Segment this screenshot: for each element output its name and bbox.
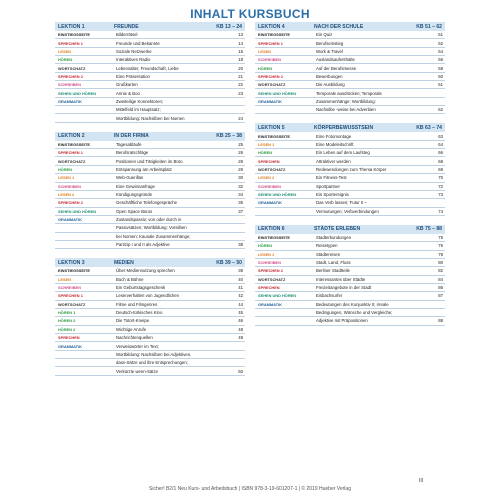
- entry-text: Positionen und Tätigkeiten im Büro: [116, 158, 183, 164]
- entry-page: 18: [238, 57, 243, 63]
- entry-page: 29: [238, 166, 243, 172]
- entry-text: Buch & Bühne: [116, 276, 144, 282]
- entry-text: Eine Modeleitschrift: [316, 141, 354, 147]
- toc-row: [255, 56, 445, 64]
- toc-row: [255, 208, 445, 216]
- section-label: HÖREN: [258, 150, 273, 156]
- entry-page: 42: [238, 293, 243, 299]
- toc-row: [55, 326, 245, 334]
- entry-text: Filme und Filmgenres: [116, 301, 158, 307]
- section-label: SCHREIBEN: [58, 285, 81, 291]
- entry-page: 16: [238, 48, 243, 54]
- entry-page: 84: [438, 276, 443, 282]
- toc-row: [55, 367, 245, 375]
- lesson-kb-pages: KB 13 – 24: [216, 23, 242, 30]
- entry-text: Bewerbungen: [316, 73, 343, 79]
- toc-row: [55, 98, 245, 106]
- entry-page: 61: [438, 82, 443, 88]
- lesson-header: [55, 258, 245, 267]
- entry-text: Adjektive mit Präpositionen: [316, 318, 368, 324]
- toc-row: [55, 141, 245, 149]
- entry-text: Open Space Büros: [116, 208, 153, 214]
- entry-text: Ein Leben auf dem Laufsteg: [316, 150, 370, 156]
- entry-page: 34: [238, 192, 243, 198]
- entry-text: Eisbachsurfer: [316, 293, 343, 299]
- entry-page: 69: [438, 166, 443, 172]
- toc-row: [55, 31, 245, 39]
- toc-row: [55, 106, 245, 114]
- entry-text: Zweiteilige Konnektoren;: [116, 98, 164, 104]
- lesson-number: LEKTION 6: [258, 226, 285, 233]
- entry-text: Ein Quiz: [316, 32, 333, 38]
- entry-text: Nachrichtenquellen: [116, 335, 153, 341]
- section-label: GRAMMATIK: [58, 98, 82, 104]
- section-label: SPRECHEN 2: [258, 268, 283, 274]
- entry-text: Grußkarten: [116, 82, 138, 88]
- entry-text: Wortbildung: Nachsilben bei Nomen: [116, 115, 185, 121]
- lesson-block: [55, 22, 245, 123]
- entry-page: 32: [238, 183, 243, 189]
- section-label: SPRECHEN: [58, 335, 80, 341]
- entry-text: Die Ausbildung: [316, 82, 345, 88]
- section-label: LESEN: [258, 48, 271, 54]
- toc-row: [55, 342, 245, 350]
- entry-page: 87: [438, 293, 443, 299]
- toc-row: [255, 183, 445, 191]
- lesson-header: [55, 22, 245, 31]
- entry-page: 78: [438, 251, 443, 257]
- toc-row: [55, 334, 245, 342]
- entry-text: Sportpartner: [316, 183, 340, 189]
- toc-column-right: [255, 22, 445, 335]
- entry-page: 68: [438, 158, 443, 164]
- toc-row: [255, 242, 445, 250]
- lesson-block: [255, 225, 445, 326]
- lesson-number: LEKTION 5: [258, 124, 285, 131]
- lesson-title: IN DER FIRMA: [114, 133, 149, 140]
- toc-row: [55, 276, 245, 284]
- section-label: SPRECHEN: [258, 158, 280, 164]
- entry-page: 70: [438, 175, 443, 181]
- section-label: HÖREN: [258, 243, 273, 249]
- entry-text: Ein Sportereignis: [316, 192, 349, 198]
- entry-text: Entspannung am Arbeitsplatz: [116, 166, 172, 172]
- toc-row: [55, 64, 245, 72]
- toc-column-left: [55, 22, 245, 385]
- toc-row: [255, 81, 445, 89]
- lesson-kb-pages: KB 63 – 74: [416, 124, 442, 131]
- section-label: LESEN 1: [58, 175, 75, 181]
- entry-text: Nachsilbe -weise bei Adverbien: [316, 107, 376, 113]
- section-label: GRAMMATIK: [258, 98, 282, 104]
- entry-text: Kündigungsgründe: [116, 192, 153, 198]
- entry-text: Soziale Netzwerke: [116, 48, 152, 54]
- entry-text: Lebensalter, Freundschaft, Liebe: [116, 65, 179, 71]
- entry-text: Vermutungen; Verbverbindungen: [316, 208, 379, 214]
- section-label: HÖREN 1: [58, 310, 76, 316]
- section-label: SPRECHEN 1: [58, 150, 83, 156]
- entry-text: Temporale ausdrücken; Temporale: [316, 90, 382, 96]
- entry-text: Stadt, Land, Fluss: [316, 260, 351, 266]
- entry-text: Attraktiver werden: [316, 158, 351, 164]
- entry-page: 86: [438, 285, 443, 291]
- toc-row: [55, 166, 245, 174]
- entry-page: 26: [238, 150, 243, 156]
- entry-page: 40: [238, 276, 243, 282]
- section-label: LESEN 2: [58, 192, 75, 198]
- toc-row: [255, 73, 445, 81]
- entry-text: Verweiswörter im Text;: [116, 343, 159, 349]
- entry-page: 64: [438, 141, 443, 147]
- section-label: LESEN 2: [258, 175, 275, 181]
- entry-page: 38: [238, 242, 243, 248]
- entry-text: Reisetypen: [316, 243, 338, 249]
- toc-row: [255, 199, 445, 207]
- entry-page: 60: [438, 73, 443, 79]
- toc-row: [55, 241, 245, 249]
- entry-text: Web-Guerillas: [116, 175, 144, 181]
- section-label: WORTSCHATZ: [258, 276, 286, 282]
- lesson-block: [55, 258, 245, 375]
- toc-row: [55, 183, 245, 191]
- entry-page: 88: [438, 318, 443, 324]
- section-label: SEHEN UND HÖREN: [58, 208, 97, 214]
- entry-text: Ein Geburtstagsgeschenk: [116, 285, 166, 291]
- footer-imprint: Sicher! B2/1 Neu Kurs- und Arbeitsbuch | ISBN 978-3-19-601207-1 | © 2019 Hueber Verlag: [149, 486, 351, 492]
- section-label: EINSTIEGSSEITE: [258, 32, 290, 38]
- toc-row: [255, 89, 445, 97]
- toc-row: [55, 317, 245, 325]
- toc-row: [55, 208, 245, 216]
- toc-row: [55, 174, 245, 182]
- entry-page: 46: [238, 318, 243, 324]
- entry-page: 25: [238, 141, 243, 147]
- section-label: SPRECHEN 2: [58, 73, 83, 79]
- toc-row: [55, 267, 245, 275]
- entry-page: 80: [438, 260, 443, 266]
- lesson-block: [255, 123, 445, 215]
- section-label: SEHEN UND HÖREN: [258, 293, 297, 299]
- section-label: SPRECHEN 1: [58, 293, 83, 299]
- entry-page: 48: [238, 326, 243, 332]
- toc-row: [55, 292, 245, 300]
- section-label: SCHREIBEN: [258, 183, 281, 189]
- toc-row: [55, 157, 245, 165]
- toc-row: [55, 81, 245, 89]
- toc-row: [255, 251, 445, 259]
- entry-text: Die Totort-Kneipe: [116, 318, 150, 324]
- entry-text: Leserverhalten von Jugendlichen: [116, 293, 180, 299]
- toc-row: [255, 149, 445, 157]
- entry-text: Auf der Berufsmesse: [316, 65, 357, 71]
- toc-row: [55, 309, 245, 317]
- toc-row: [255, 39, 445, 47]
- lesson-title: STÄDTE ERLEBEN: [314, 226, 361, 233]
- section-label: HÖREN 2: [58, 326, 76, 332]
- entry-page: 51: [438, 32, 443, 38]
- entry-text: Ein Fitness-Test: [316, 175, 347, 181]
- entry-page: 20: [238, 65, 243, 71]
- toc-row: [255, 166, 445, 174]
- toc-row: [55, 89, 245, 97]
- lesson-kb-pages: KB 25 – 38: [216, 133, 242, 140]
- entry-page: 54: [438, 48, 443, 54]
- entry-text: Work & Travel: [316, 48, 343, 54]
- lesson-block: [55, 132, 245, 249]
- entry-page: 58: [438, 65, 443, 71]
- entry-text: dass-Sätze und ihre Entsprechungen;: [116, 360, 188, 366]
- entry-text: Freizeitangebote in der Stadt: [316, 285, 372, 291]
- toc-row: [255, 191, 445, 199]
- entry-text: Verkürzte wenn-Sätze: [116, 368, 159, 374]
- entry-page: 76: [438, 243, 443, 249]
- section-label: LESEN 1: [258, 251, 275, 257]
- lesson-number: LEKTION 2: [58, 133, 85, 140]
- section-label: SCHREIBEN: [258, 260, 281, 266]
- toc-row: [55, 199, 245, 207]
- toc-row: [255, 157, 445, 165]
- toc-row: [55, 301, 245, 309]
- section-label: SEHEN UND HÖREN: [258, 90, 297, 96]
- entry-text: Annie & Boo: [116, 90, 140, 96]
- entry-text: Auslandsaufenthalte: [316, 57, 355, 63]
- entry-text: Passivsätzen; Wortbildung: Vorsilben: [116, 225, 187, 231]
- toc-row: [55, 191, 245, 199]
- entry-page: 45: [238, 310, 243, 316]
- entry-text: Redewendungen zum Thema Körper: [316, 166, 387, 172]
- entry-text: Städtereisen: [316, 251, 341, 257]
- entry-text: Geschäftliche Telefongespräche: [116, 200, 178, 206]
- entry-text: Tagesabläufe: [116, 141, 142, 147]
- lesson-title: KÖRPERBEWUSSTSEIN: [314, 124, 374, 131]
- entry-text: Freunde und Bekannte: [116, 40, 160, 46]
- lesson-number: LEKTION 1: [58, 23, 85, 30]
- section-label: SCHREIBEN: [58, 82, 81, 88]
- lesson-header: [255, 123, 445, 132]
- entry-page: 72: [438, 183, 443, 189]
- section-label: EINSTIEGSSEITE: [258, 133, 290, 139]
- section-label: HÖREN 2: [58, 318, 76, 324]
- section-label: EINSTIEGSSEITE: [258, 235, 290, 241]
- entry-page: 44: [238, 301, 243, 307]
- toc-row: [55, 73, 245, 81]
- toc-row: [55, 359, 245, 367]
- lesson-title: MEDIEN: [114, 259, 134, 266]
- section-label: GRAMMATIK: [58, 343, 82, 349]
- entry-text: Bedeutungen des Konjunktiv II; irreale: [316, 301, 389, 307]
- lesson-title: NACH DER SCHULE: [314, 23, 364, 30]
- toc-row: [255, 174, 445, 182]
- section-label: LESEN 1: [258, 141, 275, 147]
- entry-text: Stadterkundungen: [316, 235, 352, 241]
- entry-page: 49: [238, 335, 243, 341]
- entry-page: 37: [238, 208, 243, 214]
- entry-page: 39: [238, 268, 243, 274]
- entry-text: Berufseinstieg: [316, 40, 344, 46]
- lesson-number: LEKTION 4: [258, 23, 285, 30]
- toc-row: [55, 48, 245, 56]
- toc-row: [255, 292, 445, 300]
- section-label: EINSTIEGSSEITE: [58, 32, 90, 38]
- entry-text: Eine Gewinnanfrage: [116, 183, 155, 189]
- entry-text: Berufsratschläge: [116, 150, 149, 156]
- section-label: SPRECHEN 1: [258, 40, 283, 46]
- toc-row: [55, 114, 245, 122]
- entry-text: Interessantes über Städte: [316, 276, 366, 282]
- lesson-number: LEKTION 3: [58, 259, 85, 266]
- entry-text: Zustandspassiv; von oder durch in: [116, 217, 182, 223]
- entry-page: 30: [238, 175, 243, 181]
- section-label: SCHREIBEN: [258, 57, 281, 63]
- toc-row: [255, 276, 445, 284]
- entry-page: 35: [238, 200, 243, 206]
- section-label: SEHEN UND HÖREN: [58, 90, 97, 96]
- toc-row: [255, 106, 445, 114]
- toc-row: [255, 234, 445, 242]
- entry-page: 73: [438, 192, 443, 198]
- toc-row: [255, 317, 445, 325]
- entry-text: Bedingungen, Wünsche und Vergleiche;: [316, 310, 393, 316]
- entry-text: Bilderrätsel: [116, 32, 138, 38]
- section-label: LESEN: [58, 276, 71, 282]
- entry-page: 62: [438, 107, 443, 113]
- lesson-block: [255, 22, 445, 114]
- lesson-header: [255, 22, 445, 31]
- section-label: GRAMMATIK: [258, 301, 282, 307]
- entry-text: Wortbildung: Nachsilben bei Adjektiven,: [116, 351, 192, 357]
- entry-page: 75: [438, 235, 443, 241]
- page-title: INHALT KURSBUCH: [190, 7, 310, 21]
- entry-text: Über Mediennutzung sprechen: [116, 268, 175, 274]
- section-label: WORTSCHATZ: [58, 301, 86, 307]
- entry-text: Zusammenhänge: Wortbildung:: [316, 98, 376, 104]
- entry-text: Deutsch-türkisches Kino: [116, 310, 163, 316]
- toc-row: [55, 351, 245, 359]
- section-label: SPRECHEN 1: [58, 40, 83, 46]
- section-label: WORTSCHATZ: [58, 65, 86, 71]
- section-label: HÖREN: [58, 166, 73, 172]
- toc-row: [55, 224, 245, 232]
- entry-page: 52: [438, 40, 443, 46]
- section-label: GRAMMATIK: [58, 217, 82, 223]
- toc-row: [255, 259, 445, 267]
- entry-page: 82: [438, 268, 443, 274]
- entry-text: bei Nomen; Kausale Zusammenhänge;: [116, 233, 191, 239]
- entry-text: Partizip I und II als Adjektive: [116, 242, 170, 248]
- section-label: WORTSCHATZ: [258, 82, 286, 88]
- entry-page: 74: [438, 208, 443, 214]
- section-label: HÖREN: [258, 65, 273, 71]
- toc-row: [55, 39, 245, 47]
- toc-row: [255, 48, 445, 56]
- toc-row: [255, 64, 445, 72]
- section-label: WORTSCHATZ: [58, 158, 86, 164]
- section-label: SPRECHEN 2: [58, 200, 83, 206]
- toc-row: [255, 284, 445, 292]
- section-label: WORTSCHATZ: [258, 166, 286, 172]
- lesson-header: [255, 225, 445, 234]
- lesson-kb-pages: KB 75 – 88: [416, 226, 442, 233]
- entry-page: 24: [238, 115, 243, 121]
- toc-row: [255, 31, 445, 39]
- entry-page: 22: [238, 82, 243, 88]
- toc-row: [255, 301, 445, 309]
- toc-row: [255, 98, 445, 106]
- entry-page: 13: [238, 32, 243, 38]
- entry-page: 50: [238, 368, 243, 374]
- section-label: SEHEN UND HÖREN: [258, 192, 297, 198]
- entry-page: 41: [238, 285, 243, 291]
- section-label: SPRECHEN 2: [258, 73, 283, 79]
- page-number: III: [419, 478, 424, 484]
- lesson-kb-pages: KB 51 – 62: [416, 23, 442, 30]
- lesson-header: [55, 132, 245, 141]
- entry-page: 63: [438, 133, 443, 139]
- entry-text: Eine Präsentation: [116, 73, 150, 79]
- toc-row: [255, 141, 445, 149]
- section-label: GRAMMATIK: [258, 200, 282, 206]
- section-label: LESEN: [58, 48, 71, 54]
- lesson-title: FREUNDE: [114, 23, 139, 30]
- toc-row: [55, 216, 245, 224]
- entry-page: 66: [438, 150, 443, 156]
- entry-text: Mittelfeld im Hauptsatz;: [116, 107, 161, 113]
- toc-row: [255, 267, 445, 275]
- toc-row: [255, 132, 445, 140]
- entry-page: 28: [238, 158, 243, 164]
- section-label: EINSTIEGSSEITE: [58, 141, 90, 147]
- entry-text: Wichtige Anrufe: [116, 326, 147, 332]
- toc-row: [255, 309, 445, 317]
- entry-text: Berliner Stadtteile: [316, 268, 350, 274]
- section-label: SCHREIBEN: [58, 183, 81, 189]
- toc-row: [55, 149, 245, 157]
- entry-page: 14: [238, 40, 243, 46]
- section-label: HÖREN: [58, 57, 73, 63]
- entry-page: 23: [238, 90, 243, 96]
- entry-text: Eine Fotomontage: [316, 133, 352, 139]
- section-label: SPRECHEN: [258, 285, 280, 291]
- entry-text: Das Verb lassen; Futur II –: [316, 200, 367, 206]
- entry-page: 21: [238, 73, 243, 79]
- entry-page: 56: [438, 57, 443, 63]
- toc-row: [55, 233, 245, 241]
- toc-row: [55, 284, 245, 292]
- entry-text: Interaktives Radio: [116, 57, 151, 63]
- lesson-kb-pages: KB 39 – 50: [216, 259, 242, 266]
- section-label: EINSTIEGSSEITE: [58, 268, 90, 274]
- toc-row: [55, 56, 245, 64]
